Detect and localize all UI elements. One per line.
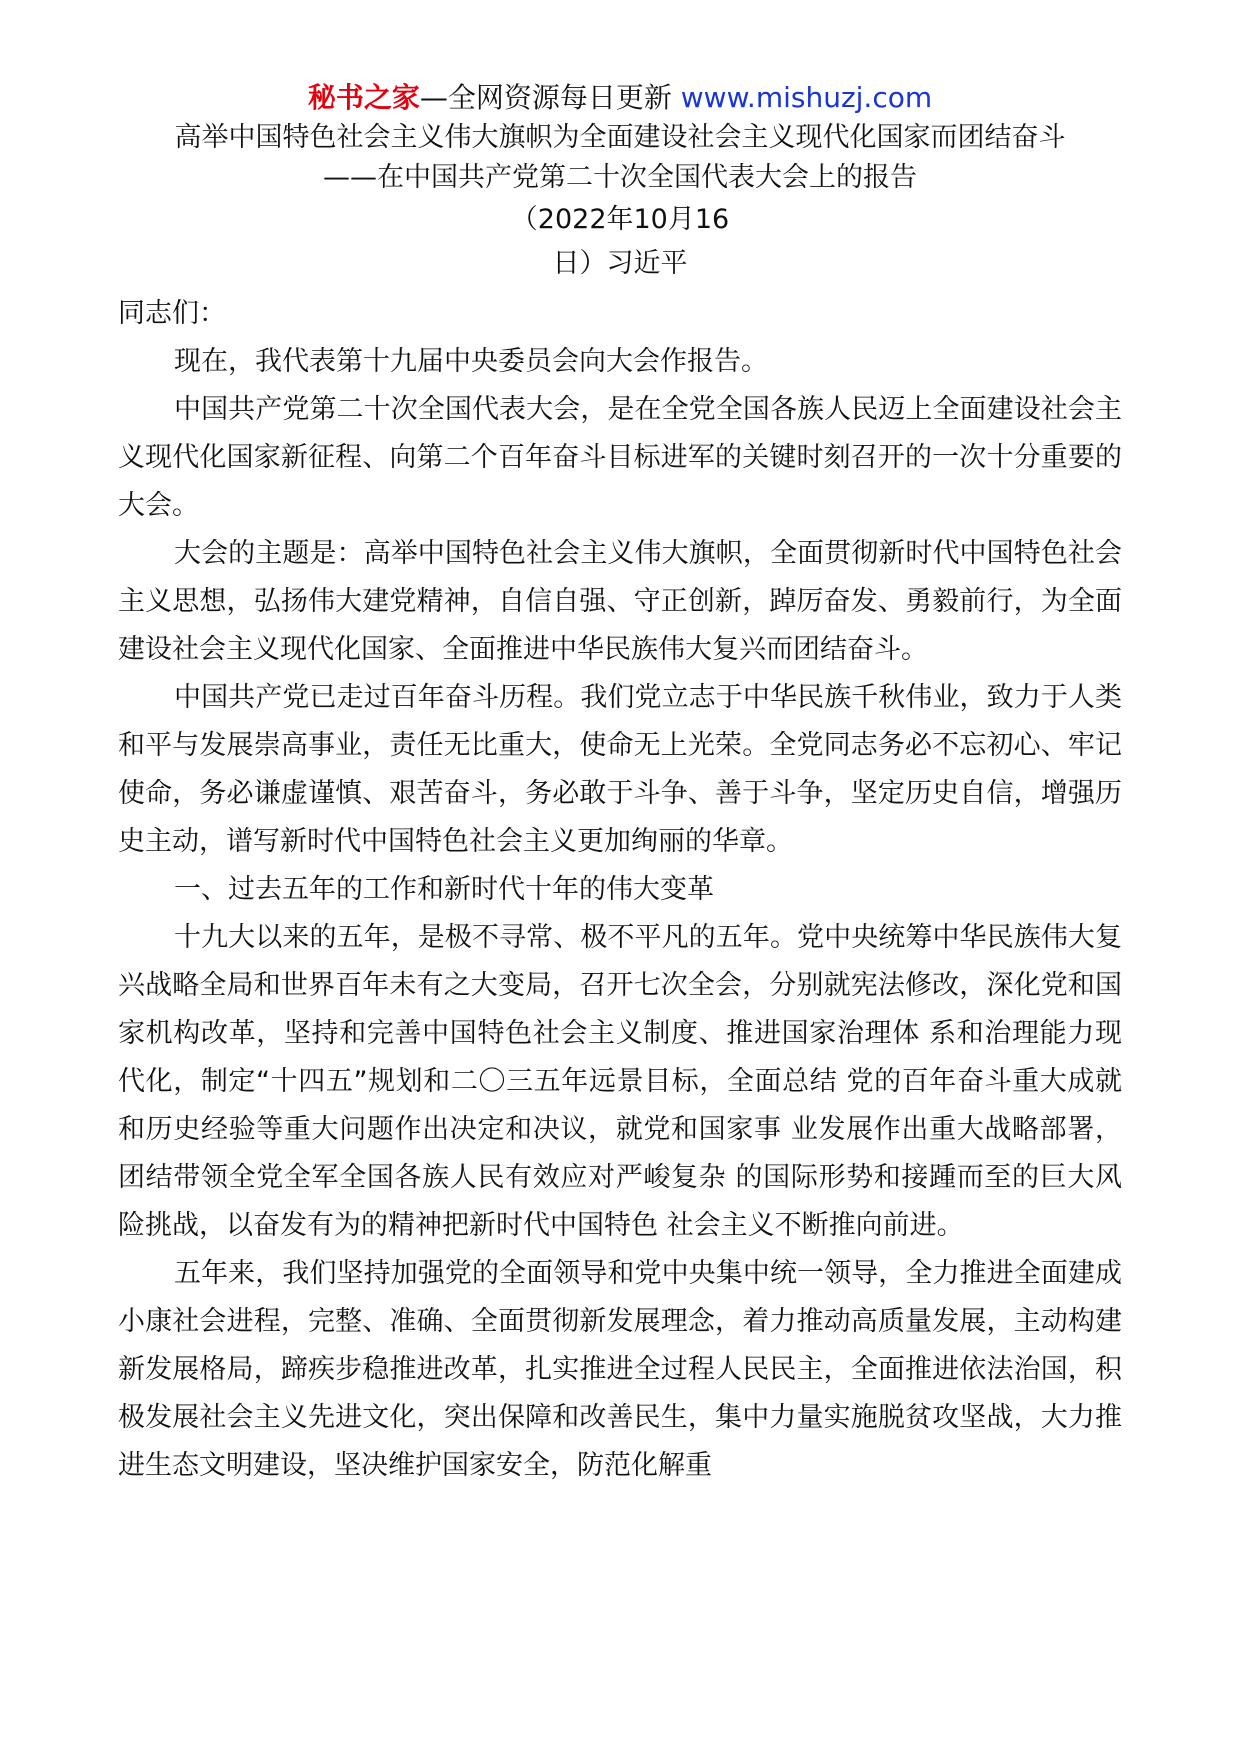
document-subtitle: ——在中国共产党第二十次全国代表大会上的报告: [323, 162, 917, 193]
paragraph-3: 大会的主题是：高举中国特色社会主义伟大旗帜，全面贯彻新时代中国特色社会主义思想，弘扬伟大建党精神，自信自强、守正创新，踔厉奋发、勇毅前行，为全面建设社会主义现代化国家、全面推进中华民族伟大复兴而团结奋斗。: [118, 538, 1122, 665]
brand-name: 秘书之家: [307, 81, 420, 114]
paragraph-6: 五年来，我们坚持加强党的全面领导和党中央集中统一领导，全力推进全面建成小康社会进程，完整、准确、全面贯彻新发展理念，着力推动高质量发展，主动构建新发展格局，蹄疾步稳推进改革，扎实推进全过程人民民主，全面推进依法治国，积极发展社会主义先进文化，突出保障和改善民生，集中力量实施脱贫攻坚战，大力推进生态文明建设，坚决维护国家安全，防范化解重: [118, 1258, 1122, 1481]
section-heading: 一、过去五年的工作和新时代十年的伟大变革: [174, 874, 714, 905]
site-url[interactable]: www.mishuzj.com: [680, 81, 933, 114]
site-banner: [118, 78, 1122, 118]
document-title: 高举中国特色社会主义伟大旗帜为全面建设社会主义现代化国家而团结奋斗: [174, 122, 1066, 153]
document-date: （2022年10月16: [510, 204, 730, 235]
paragraph-4: 中国共产党已走过百年奋斗历程。我们党立志于中华民族千秋伟业，致力于人类和平与发展崇高事业，责任无比重大，使命无上光荣。全党同志务必不忘初心、牢记使命，务必谦虚谨慎、艰苦奋斗，务必敢于斗争、善于斗争，坚定历史自信，增强历史主动，谱写新时代中国特色社会主义更加绚丽的华章。: [118, 682, 1122, 857]
paragraph-1: 现在，我代表第十九届中央委员会向大会作报告。: [174, 346, 768, 377]
paragraph-2: 中国共产党第二十次全国代表大会，是在全党全国各族人民迈上全面建设社会主义现代化国家新征程、向第二个百年奋斗目标进军的关键时刻召开的一次十分重要的大会。: [118, 394, 1122, 521]
greeting: 同志们：: [118, 298, 226, 329]
paragraph-5: 十九大以来的五年，是极不寻常、极不平凡的五年。党中央统筹中华民族伟大复兴战略全局和世界百年未有之大变局，召开七次全会，分别就宪法修改，深化党和国家机构改革，坚持和完善中国特色社会主义制度、推进国家治理体 系和治理能力现代化，制定“十四五”规划和二〇三五年远景目标，全面总结 党的百年奋斗重大成就和历史经验等重大问题作出决定和决议，就党和国家事 业发展作出重大战略部署，团结带领全党全军全国各族人民有效应对严峻复杂 的国际形势和接踵而至的巨大风险挑战，以奋发有为的精神把新时代中国特色 社会主义不断推向前进。: [118, 922, 1122, 1241]
document-date-author: 日）习近平: [552, 248, 688, 279]
banner-slogan: —全网资源每日更新: [419, 81, 681, 114]
